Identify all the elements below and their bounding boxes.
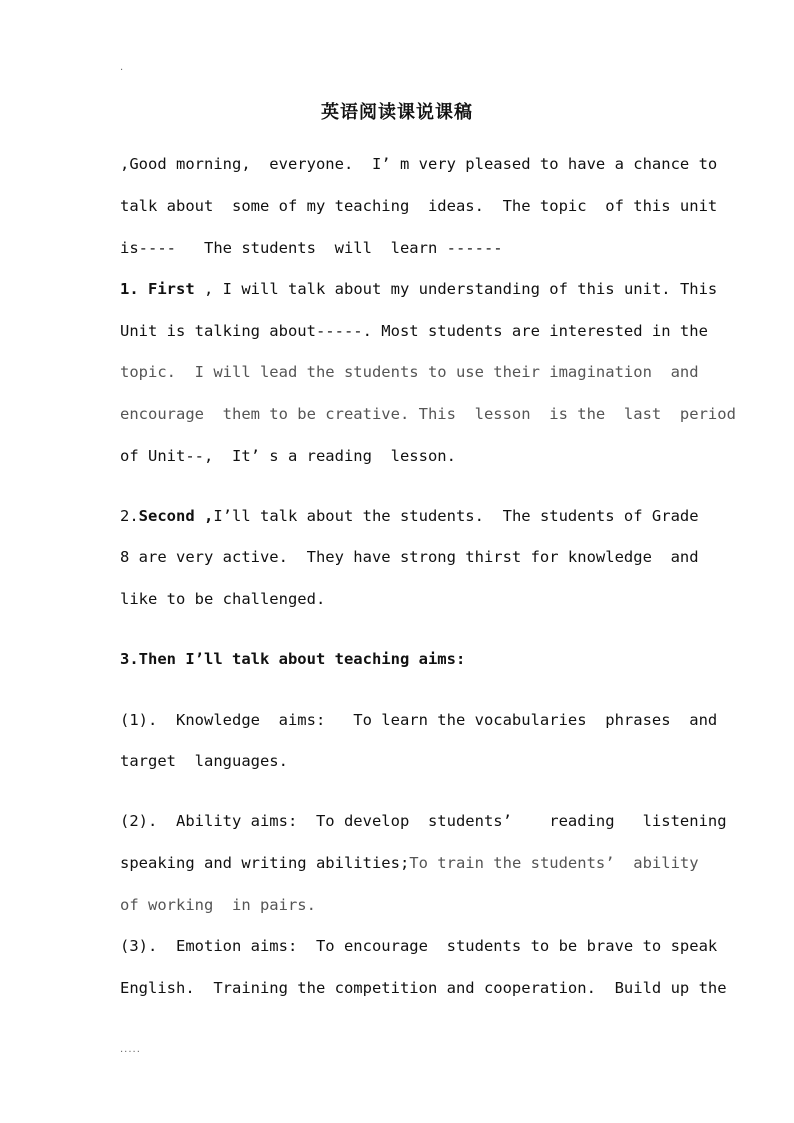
aim-2-line-2b: To train the students’ ability (409, 854, 699, 872)
section-2-line-1 (120, 505, 700, 527)
aim-2-line-2 (120, 852, 700, 874)
intro-line-3: is---- The students will learn ------ (120, 239, 503, 257)
section-1-line-3: topic. I will lead the students to use their imagination and (120, 363, 699, 381)
section-2-lead: Second , (138, 507, 214, 525)
section-2-line-2: 8 are very active. They have strong thirst for knowledge and (120, 548, 699, 566)
page-title: 英语阅读课说课稿 (321, 102, 473, 123)
section-3-heading: 3.Then I’ll talk about teaching aims: (120, 650, 466, 668)
aim-3-line-1: (3). Emotion aims: To encourage students to be brave to speak (120, 937, 718, 955)
aim-2-line-1: (2). Ability aims: To develop students’ reading listening (120, 812, 727, 830)
aim-1-line-2: target languages. (120, 752, 288, 770)
section-2-line-1-text: I’ll talk about the students. The students of Grade (213, 507, 699, 525)
section-1-line-1 (120, 278, 718, 300)
intro-line-2: talk about some of my teaching ideas. The topic of this unit (120, 197, 718, 215)
section-1-line-1-text: , I will talk about my understanding of this unit. This (194, 280, 718, 298)
section-1-lead: First (148, 280, 195, 298)
aim-2-line-3: of working in pairs. (120, 896, 316, 914)
section-1-line-4: encourage them to be creative. This lesson is the last period (120, 405, 736, 423)
section-1-line-5: of Unit--, It’ s a reading lesson. (120, 447, 456, 465)
section-2-number: 2. (120, 507, 139, 525)
footer-mark: ..... (120, 1044, 141, 1055)
aim-3-line-2: English. Training the competition and cooperation. Build up the (120, 979, 727, 997)
aim-1-line-1: (1). Knowledge aims: To learn the vocabularies phrases and (120, 711, 718, 729)
section-1-line-2: Unit is talking about-----. Most students are interested in the (120, 322, 708, 340)
section-2-line-3: like to be challenged. (120, 590, 326, 608)
section-1-number: 1. (120, 280, 139, 298)
aim-2-line-2a: speaking and writing abilities; (120, 854, 410, 872)
header-mark: . (120, 62, 125, 73)
intro-line-1: ,Good morning, everyone. I’ m very pleased to have a chance to (120, 155, 718, 173)
